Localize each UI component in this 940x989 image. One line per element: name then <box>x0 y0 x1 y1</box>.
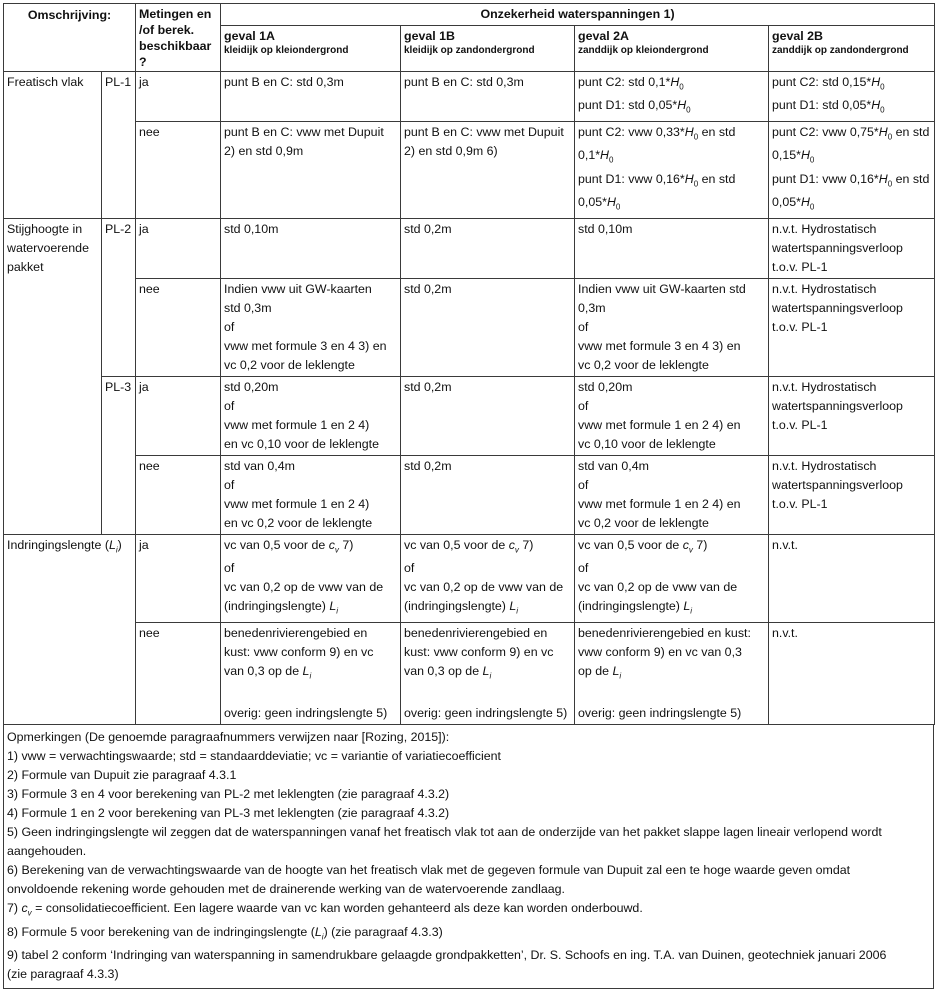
cell-2a: std 0,20m of vww met formule 1 en 2 4) en vc 0,10 voor de leklengte <box>575 376 769 455</box>
row-label-freatisch: Freatisch vlak <box>4 72 102 219</box>
cell-2a: benedenrivierengebied en kust: vww conform 9) en vc van 0,3 op de $L_i$ overig: geen indringslengte 5) <box>575 622 769 724</box>
answer-cell: nee <box>136 121 221 218</box>
cell-2b: n.v.t. <box>769 622 935 724</box>
header-onzekerheid: Onzekerheid waterspanningen 1) <box>221 4 935 26</box>
header-case-2b: geval 2B zanddijk op zandondergrond <box>769 26 935 72</box>
cell-2b: n.v.t. Hydrostatisch watertspanningsverloop t.o.v. PL-1 <box>769 455 935 534</box>
cell-2a: Indien vww uit GW-kaarten std 0,3m of vww met formule 3 en 4 3) en vc 0,2 voor de leklengte <box>575 278 769 376</box>
cell-1b: std 0,2m <box>401 455 575 534</box>
cell-2a: std 0,10m <box>575 218 769 278</box>
cell-1a: punt B en C: std 0,3m <box>221 72 401 122</box>
header-case-2a: geval 2A zanddijk op kleiondergrond <box>575 26 769 72</box>
uncertainty-table <box>3 3 935 725</box>
table-row <box>4 72 935 122</box>
answer-cell: nee <box>136 455 221 534</box>
cell-2b: n.v.t. Hydrostatisch watertspanningsverloop t.o.v. PL-1 <box>769 218 935 278</box>
cell-1a: benedenrivierengebied en kust: vww conform 9) en vc van 0,3 op de $L_i$ overig: geen indringslengte 5) <box>221 622 401 724</box>
header-case-1b: geval 1B kleidijk op zandondergrond <box>401 26 575 72</box>
note-5: 5) Geen indringingslengte wil zeggen dat de waterspanningen vanaf het freatisch vlak tot aan de onderzijde van het pakket slappe lagen lineair verlopend wordt aangehouden. <box>7 825 882 859</box>
cell-1a: Indien vww uit GW-kaarten std 0,3m of vww met formule 3 en 4 3) en vc 0,2 voor de leklengte <box>221 278 401 376</box>
cell-1a: vc van 0,5 voor de $c_v$ 7) of vc van 0,2 op de vww van de (indringingslengte) $L_i$ <box>221 534 401 622</box>
header-case-1a: geval 1A kleidijk op kleiondergrond <box>221 26 401 72</box>
cell-1a: std van 0,4m of vww met formule 1 en 2 4) en vc 0,2 voor de leklengte <box>221 455 401 534</box>
note-4: 4) Formule 1 en 2 voor berekening van PL-3 met leklengten (zie paragraaf 4.3.2) <box>7 806 450 821</box>
row-code-pl3: PL-3 <box>102 376 136 534</box>
row-label-stijghoogte: Stijghoogte in watervoerende pakket <box>4 218 102 534</box>
answer-cell: ja <box>136 218 221 278</box>
cell-2a: std van 0,4m of vww met formule 1 en 2 4) en vc 0,2 voor de leklengte <box>575 455 769 534</box>
notes-intro: Opmerkingen (De genoemde paragraafnummers verwijzen naar [Rozing, 2015]): <box>7 730 450 745</box>
cell-1a: punt B en C: vww met Dupuit 2) en std 0,9m <box>221 121 401 218</box>
answer-cell: ja <box>136 534 221 622</box>
cell-2a: punt C2: std $0,1*H_0$ punt D1: std $0,05*H_0$ <box>575 72 769 122</box>
note-6: 6) Berekening van de verwachtingswaarde van de hoogte van het freatisch vlak met de gegeven formule van Dupuit zal een te hoge waarde geven omdat onvoldoende rekening worde gehouden met de drainerende werking van de watervoerende zandlaag. <box>7 863 851 897</box>
document <box>3 3 934 989</box>
table-row <box>4 455 935 534</box>
cell-2b: n.v.t. <box>769 534 935 622</box>
table-row <box>4 218 935 278</box>
table-row <box>4 121 935 218</box>
cell-1b: punt B en C: vww met Dupuit 2) en std 0,9m 6) <box>401 121 575 218</box>
cell-2b: n.v.t. Hydrostatisch watertspanningsverloop t.o.v. PL-1 <box>769 278 935 376</box>
note-3: 3) Formule 3 en 4 voor berekening van PL-2 met leklengten (zie paragraaf 4.3.2) <box>7 787 450 802</box>
row-code-pl2: PL-2 <box>102 218 136 376</box>
header-metingen: Metingen en /of berek. beschikbaar ? <box>136 4 221 72</box>
note-2: 2) Formule van Dupuit zie paragraaf 4.3.1 <box>7 768 237 783</box>
note-1: 1) vww = verwachtingswaarde; std = standaarddeviatie; vc = variantie of variatiecoefficient <box>7 749 501 764</box>
cell-2a: vc van 0,5 voor de $c_v$ 7) of vc van 0,2 op de vww van de (indringingslengte) $L_i$ <box>575 534 769 622</box>
answer-cell: nee <box>136 278 221 376</box>
cell-1a: std 0,10m <box>221 218 401 278</box>
cell-1a: std 0,20m of vww met formule 1 en 2 4) en vc 0,10 voor de leklengte <box>221 376 401 455</box>
table-row <box>4 376 935 455</box>
table-row <box>4 622 935 724</box>
row-label-indringing: Indringingslengte $(L_i)$ <box>4 534 136 724</box>
row-code-pl1: PL-1 <box>102 72 136 219</box>
cell-1b: std 0,2m <box>401 218 575 278</box>
cell-2b: punt C2: std $0,15*H_0$ punt D1: std $0,05*H_0$ <box>769 72 935 122</box>
cell-2b: punt C2: vww $0,75*H_0$ en std $0,15*H_0$ punt D1: vww $0,16*H_0$ en std $0,05*H_0$ <box>769 121 935 218</box>
cell-1b: punt B en C: std 0,3m <box>401 72 575 122</box>
cell-2b: n.v.t. Hydrostatisch watertspanningsverloop t.o.v. PL-1 <box>769 376 935 455</box>
table-row <box>4 278 935 376</box>
table-row <box>4 534 935 622</box>
answer-cell: ja <box>136 376 221 455</box>
cell-1b: std 0,2m <box>401 278 575 376</box>
notes-section <box>3 725 934 989</box>
cell-1b: vc van 0,5 voor de $c_v$ 7) of vc van 0,2 op de vww van de (indringingslengte) $L_i$ <box>401 534 575 622</box>
cell-1b: benedenrivierengebied en kust: vww conform 9) en vc van 0,3 op de $L_i$ overig: geen indringslengte 5) <box>401 622 575 724</box>
note-8: 8) Formule 5 voor berekening van de indringingslengte $(L_i)$ (zie paragraaf 4.3.3) <box>7 924 443 942</box>
answer-cell: nee <box>136 622 221 724</box>
cell-1b: std 0,2m <box>401 376 575 455</box>
header-omschrijving: Omschrijving: <box>4 4 136 72</box>
cell-2a: punt C2: vww $0,33*H_0$ en std $0,1*H_0$ punt D1: vww $0,16*H_0$ en std $0,05*H_0$ <box>575 121 769 218</box>
answer-cell: ja <box>136 72 221 122</box>
note-9: 9) tabel 2 conform ‘Indringing van waterspanning in samendrukbare gelaagde grondpakketten’, Dr. S. Schoofs en ing. T.A. van Duinen, geotechniek januari 2006 (zie paragraaf 4.3.3) <box>7 948 887 982</box>
note-7: 7) $c_v$ = consolidatiecoefficient. Een lagere waarde van vc kan worden gehanteerd als deze kan worden onderbouwd. <box>7 901 643 918</box>
